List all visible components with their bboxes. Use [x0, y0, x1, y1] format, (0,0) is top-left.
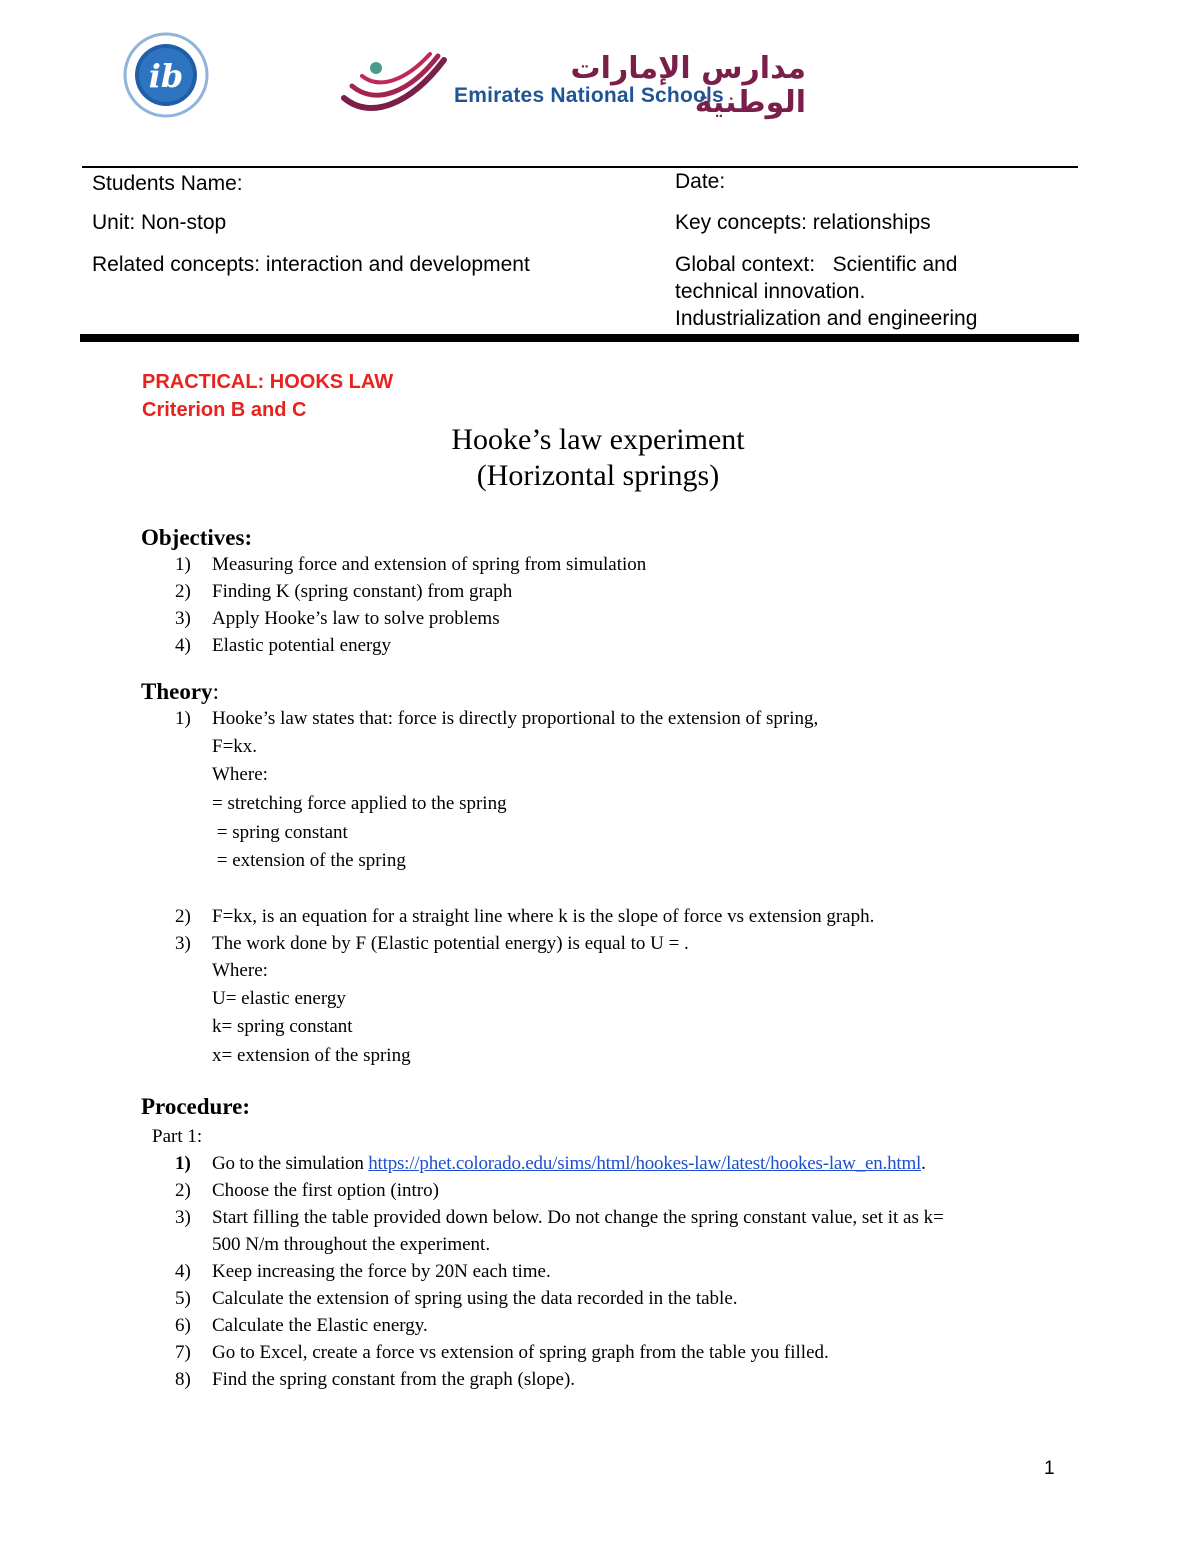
- theory-heading-text: Theory: [141, 679, 213, 704]
- document-title: Hooke’s law experiment: [451, 423, 745, 456]
- procedure-step: Start filling the table provided down below. Do not change the spring constant value, set it as k=: [212, 1207, 944, 1228]
- global-context-line-2: technical innovation.: [675, 280, 866, 303]
- procedure-number: 2): [175, 1180, 191, 1201]
- procedure-step: Find the spring constant from the graph (slope).: [212, 1369, 576, 1390]
- objective-number: 2): [175, 581, 191, 602]
- procedure-step-period: .: [921, 1153, 926, 1174]
- document-subtitle: (Horizontal springs): [476, 459, 720, 492]
- page-number: 1: [1044, 1458, 1055, 1479]
- procedure-step: Calculate the Elastic energy.: [212, 1315, 428, 1336]
- ib-logo-text: ib: [148, 57, 184, 95]
- theory-where-label: Where:: [212, 960, 268, 981]
- objective-item: Elastic potential energy: [212, 635, 392, 656]
- objective-item: Apply Hooke’s law to solve problems: [212, 608, 500, 629]
- procedure-number: 5): [175, 1288, 191, 1309]
- procedure-step-simulation: [212, 1151, 926, 1177]
- theory-where-label: Where:: [212, 764, 268, 785]
- theory-definition-x: x= extension of the spring: [212, 1045, 411, 1066]
- criterion-label: Criterion B and C: [142, 399, 307, 421]
- theory-item-hookes-law: Hooke’s law states that: force is directly proportional to the extension of spring,: [212, 708, 819, 729]
- school-name-arabic: مدارس الإمارات الوطنية: [570, 51, 806, 120]
- info-table-bottom-rule: [80, 334, 1079, 342]
- procedure-step: Go to Excel, create a force vs extension of spring graph from the table you filled.: [212, 1342, 829, 1363]
- theory-number: 1): [175, 708, 191, 729]
- theory-item-work-done: The work done by F (Elastic potential energy) is equal to U = .: [212, 933, 689, 954]
- theory-definition-extension: = extension of the spring: [212, 850, 406, 871]
- objective-number: 4): [175, 635, 191, 656]
- school-swoosh-icon: [340, 50, 450, 120]
- ib-logo: [122, 32, 210, 118]
- theory-definition-constant: = spring constant: [212, 822, 348, 843]
- unit-label: Unit: Non-stop: [92, 211, 227, 234]
- procedure-number: 7): [175, 1342, 191, 1363]
- objective-item: Finding K (spring constant) from graph: [212, 581, 513, 602]
- global-context-line-3: Industrialization and engineering: [675, 307, 978, 330]
- procedure-heading: Procedure:: [141, 1094, 251, 1119]
- objective-number: 3): [175, 608, 191, 629]
- global-context-line-1: Global context: Scientific and: [675, 253, 958, 276]
- procedure-number: 6): [175, 1315, 191, 1336]
- theory-definition-energy: U= elastic energy: [212, 988, 346, 1009]
- theory-heading-colon: :: [212, 679, 219, 704]
- date-label: Date:: [675, 170, 726, 193]
- procedure-number: 1): [175, 1153, 191, 1174]
- theory-definition-force: = stretching force applied to the spring: [212, 793, 507, 814]
- procedure-step-continued: 500 N/m throughout the experiment.: [212, 1234, 491, 1255]
- procedure-number: 4): [175, 1261, 191, 1282]
- global-context-label: [675, 251, 1075, 332]
- key-concepts-label: Key concepts: relationships: [675, 211, 931, 234]
- school-name-english: Emirates National Schools: [454, 84, 724, 107]
- theory-number: 3): [175, 933, 191, 954]
- theory-heading: [141, 678, 219, 706]
- procedure-part-label: Part 1:: [152, 1126, 203, 1147]
- school-logo: [340, 50, 810, 120]
- theory-equation: F=kx.: [212, 736, 258, 757]
- related-concepts-label: Related concepts: interaction and development: [92, 253, 530, 276]
- theory-definition-k: k= spring constant: [212, 1016, 353, 1037]
- procedure-step: Choose the first option (intro): [212, 1180, 439, 1201]
- objective-number: 1): [175, 554, 191, 575]
- practical-title: PRACTICAL: HOOKS LAW: [142, 371, 394, 393]
- objectives-heading: Objectives:: [141, 525, 253, 550]
- procedure-step: Calculate the extension of spring using the data recorded in the table.: [212, 1288, 738, 1309]
- procedure-number: 8): [175, 1369, 191, 1390]
- procedure-step: Keep increasing the force by 20N each time.: [212, 1261, 551, 1282]
- procedure-step-text: Go to the simulation: [212, 1153, 369, 1174]
- procedure-number: 3): [175, 1207, 191, 1228]
- practical-heading: [142, 368, 393, 424]
- theory-item-straight-line: F=kx, is an equation for a straight line where k is the slope of force vs extension graph.: [212, 906, 875, 927]
- objective-item: Measuring force and extension of spring from simulation: [212, 554, 647, 575]
- theory-number: 2): [175, 906, 191, 927]
- simulation-link[interactable]: https://phet.colorado.edu/sims/html/hookes-law/latest/hookes-law_en.html: [368, 1153, 922, 1174]
- students-name-label: Students Name:: [92, 172, 243, 195]
